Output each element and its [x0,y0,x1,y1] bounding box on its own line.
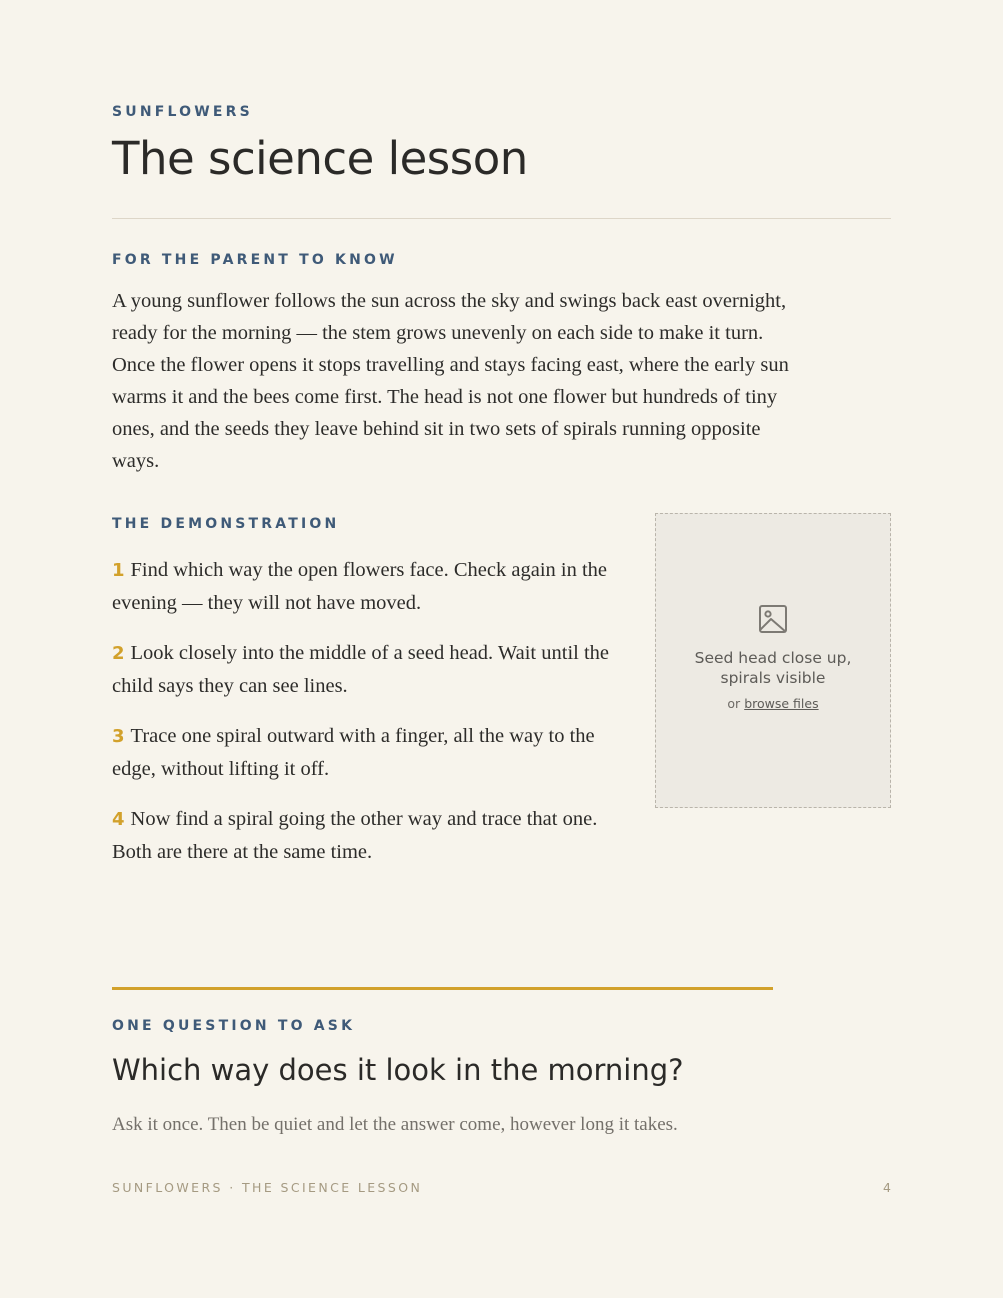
divider [112,218,891,219]
browse-files-link[interactable]: browse files [744,696,819,711]
image-dropzone[interactable] [655,513,891,808]
step-text: Look closely into the middle of a seed head. Wait until the child says they can see lines. [112,642,609,697]
page-title: The science lesson [112,132,528,185]
demonstration-steps [112,554,612,886]
step-text: Find which way the open flowers face. Check again in the evening — they will not have moved. [112,559,608,614]
step-number: 3 [112,726,125,747]
step-number: 4 [112,809,125,830]
dropzone-or: or [727,696,741,711]
page-number: 4 [883,1180,891,1195]
dropzone-label: Seed head close up, spirals visible [694,649,852,687]
running-footer: SUNFLOWERS · THE SCIENCE LESSON [112,1180,423,1195]
accent-rule [112,987,773,990]
question-text: Which way does it look in the morning? [112,1053,684,1087]
parent-section-body: A young sunflower follows the sun across the sky and swings back east overnight, ready for the morning — the stem grows unevenly on each side to make it turn. Once the flower opens it stops travelling and stays facing east, where the early sun warms it and the bees come first. The head is not one flower but hundreds of tiny ones, and the seeds they leave behind sit in two sets of spirals running opposite ways. [112,290,789,472]
step-item [112,803,612,868]
demonstration-heading: THE DEMONSTRATION [112,516,340,532]
dropzone-sub [727,696,818,711]
question-heading: ONE QUESTION TO ASK [112,1018,356,1034]
step-number: 1 [112,560,125,581]
step-item [112,720,612,785]
step-item [112,554,612,619]
question-note: Ask it once. Then be quiet and let the answer come, however long it takes. [112,1114,678,1135]
step-number: 2 [112,643,125,664]
step-text: Now find a spiral going the other way and trace that one. Both are there at the same time. [112,808,598,863]
step-item [112,637,612,702]
kicker: SUNFLOWERS [112,104,253,120]
parent-section-heading: FOR THE PARENT TO KNOW [112,252,398,268]
step-text: Trace one spiral outward with a finger, all the way to the edge, without lifting it off. [112,725,595,780]
image-icon [758,604,788,634]
page [112,0,891,1298]
